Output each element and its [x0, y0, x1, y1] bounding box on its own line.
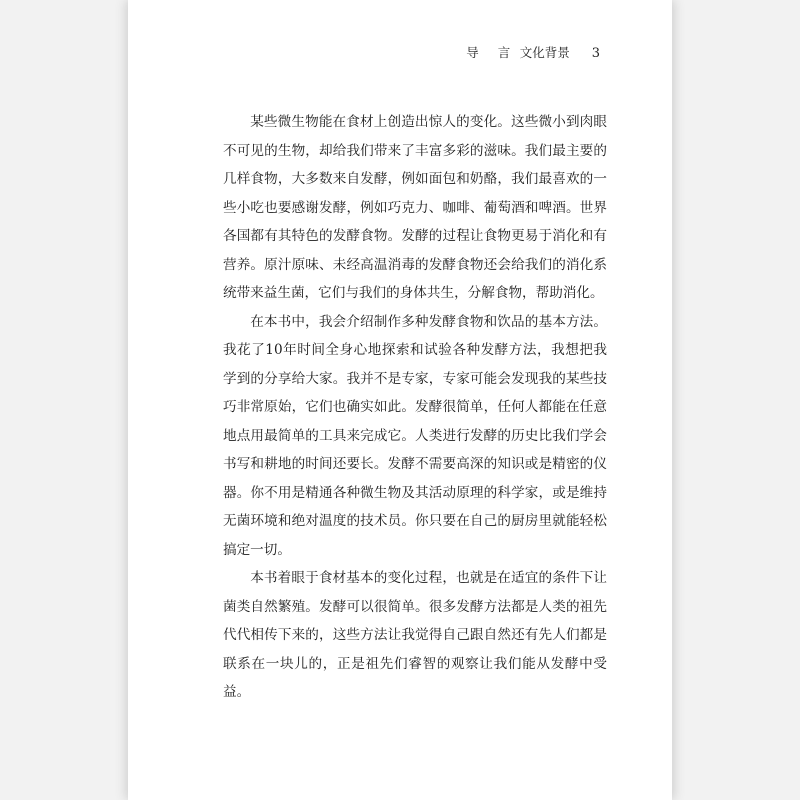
- book-page: [128, 0, 672, 800]
- body-text: [223, 108, 607, 707]
- chapter-label: 导 言: [466, 45, 518, 60]
- running-header: [466, 43, 600, 61]
- section-title: 文化背景: [519, 45, 570, 60]
- paragraph: 在本书中，我会介绍制作多种发酵食物和饮品的基本方法。我花了10年时间全身心地探索和试验各种发酵方法，我想把我学到的分享给大家。我并不是专家，专家可能会发现我的某些技巧非常原始，它们也确实如此。发酵很简单，任何人都能在任意地点用最简单的工具来完成它。人类进行发酵的历史比我们学会书写和耕地的时间还要长。发酵不需要高深的知识或是精密的仪器。你不用是精通各种微生物及其活动原理的科学家，或是维持无菌环境和绝对温度的技术员。你只要在自己的厨房里就能轻松搞定一切。: [223, 313, 607, 558]
- page-number: 3: [591, 46, 600, 61]
- paragraph: 某些微生物能在食材上创造出惊人的变化。这些微小到肉眼不可见的生物，却给我们带来了丰富多彩的滋味。我们最主要的几样食物，大多数来自发酵，例如面包和奶酪，我们最喜欢的一些小吃也要感谢发酵，例如巧克力、咖啡、葡萄酒和啤酒。世界各国都有其特色的发酵食物。发酵的过程让食物更易于消化和有营养。原汁原味、未经高温消毒的发酵食物还会给我们的消化系统带来益生菌，它们与我们的身体共生，分解食物，帮助消化。: [223, 114, 607, 301]
- paragraph: 本书着眼于食材基本的变化过程，也就是在适宜的条件下让菌类自然繁殖。发酵可以很简单。很多发酵方法都是人类的祖先代代相传下来的，这些方法让我觉得自己跟自然还有先人们都是联系在一块儿的，正是祖先们睿智的观察让我们能从发酵中受益。: [223, 570, 607, 700]
